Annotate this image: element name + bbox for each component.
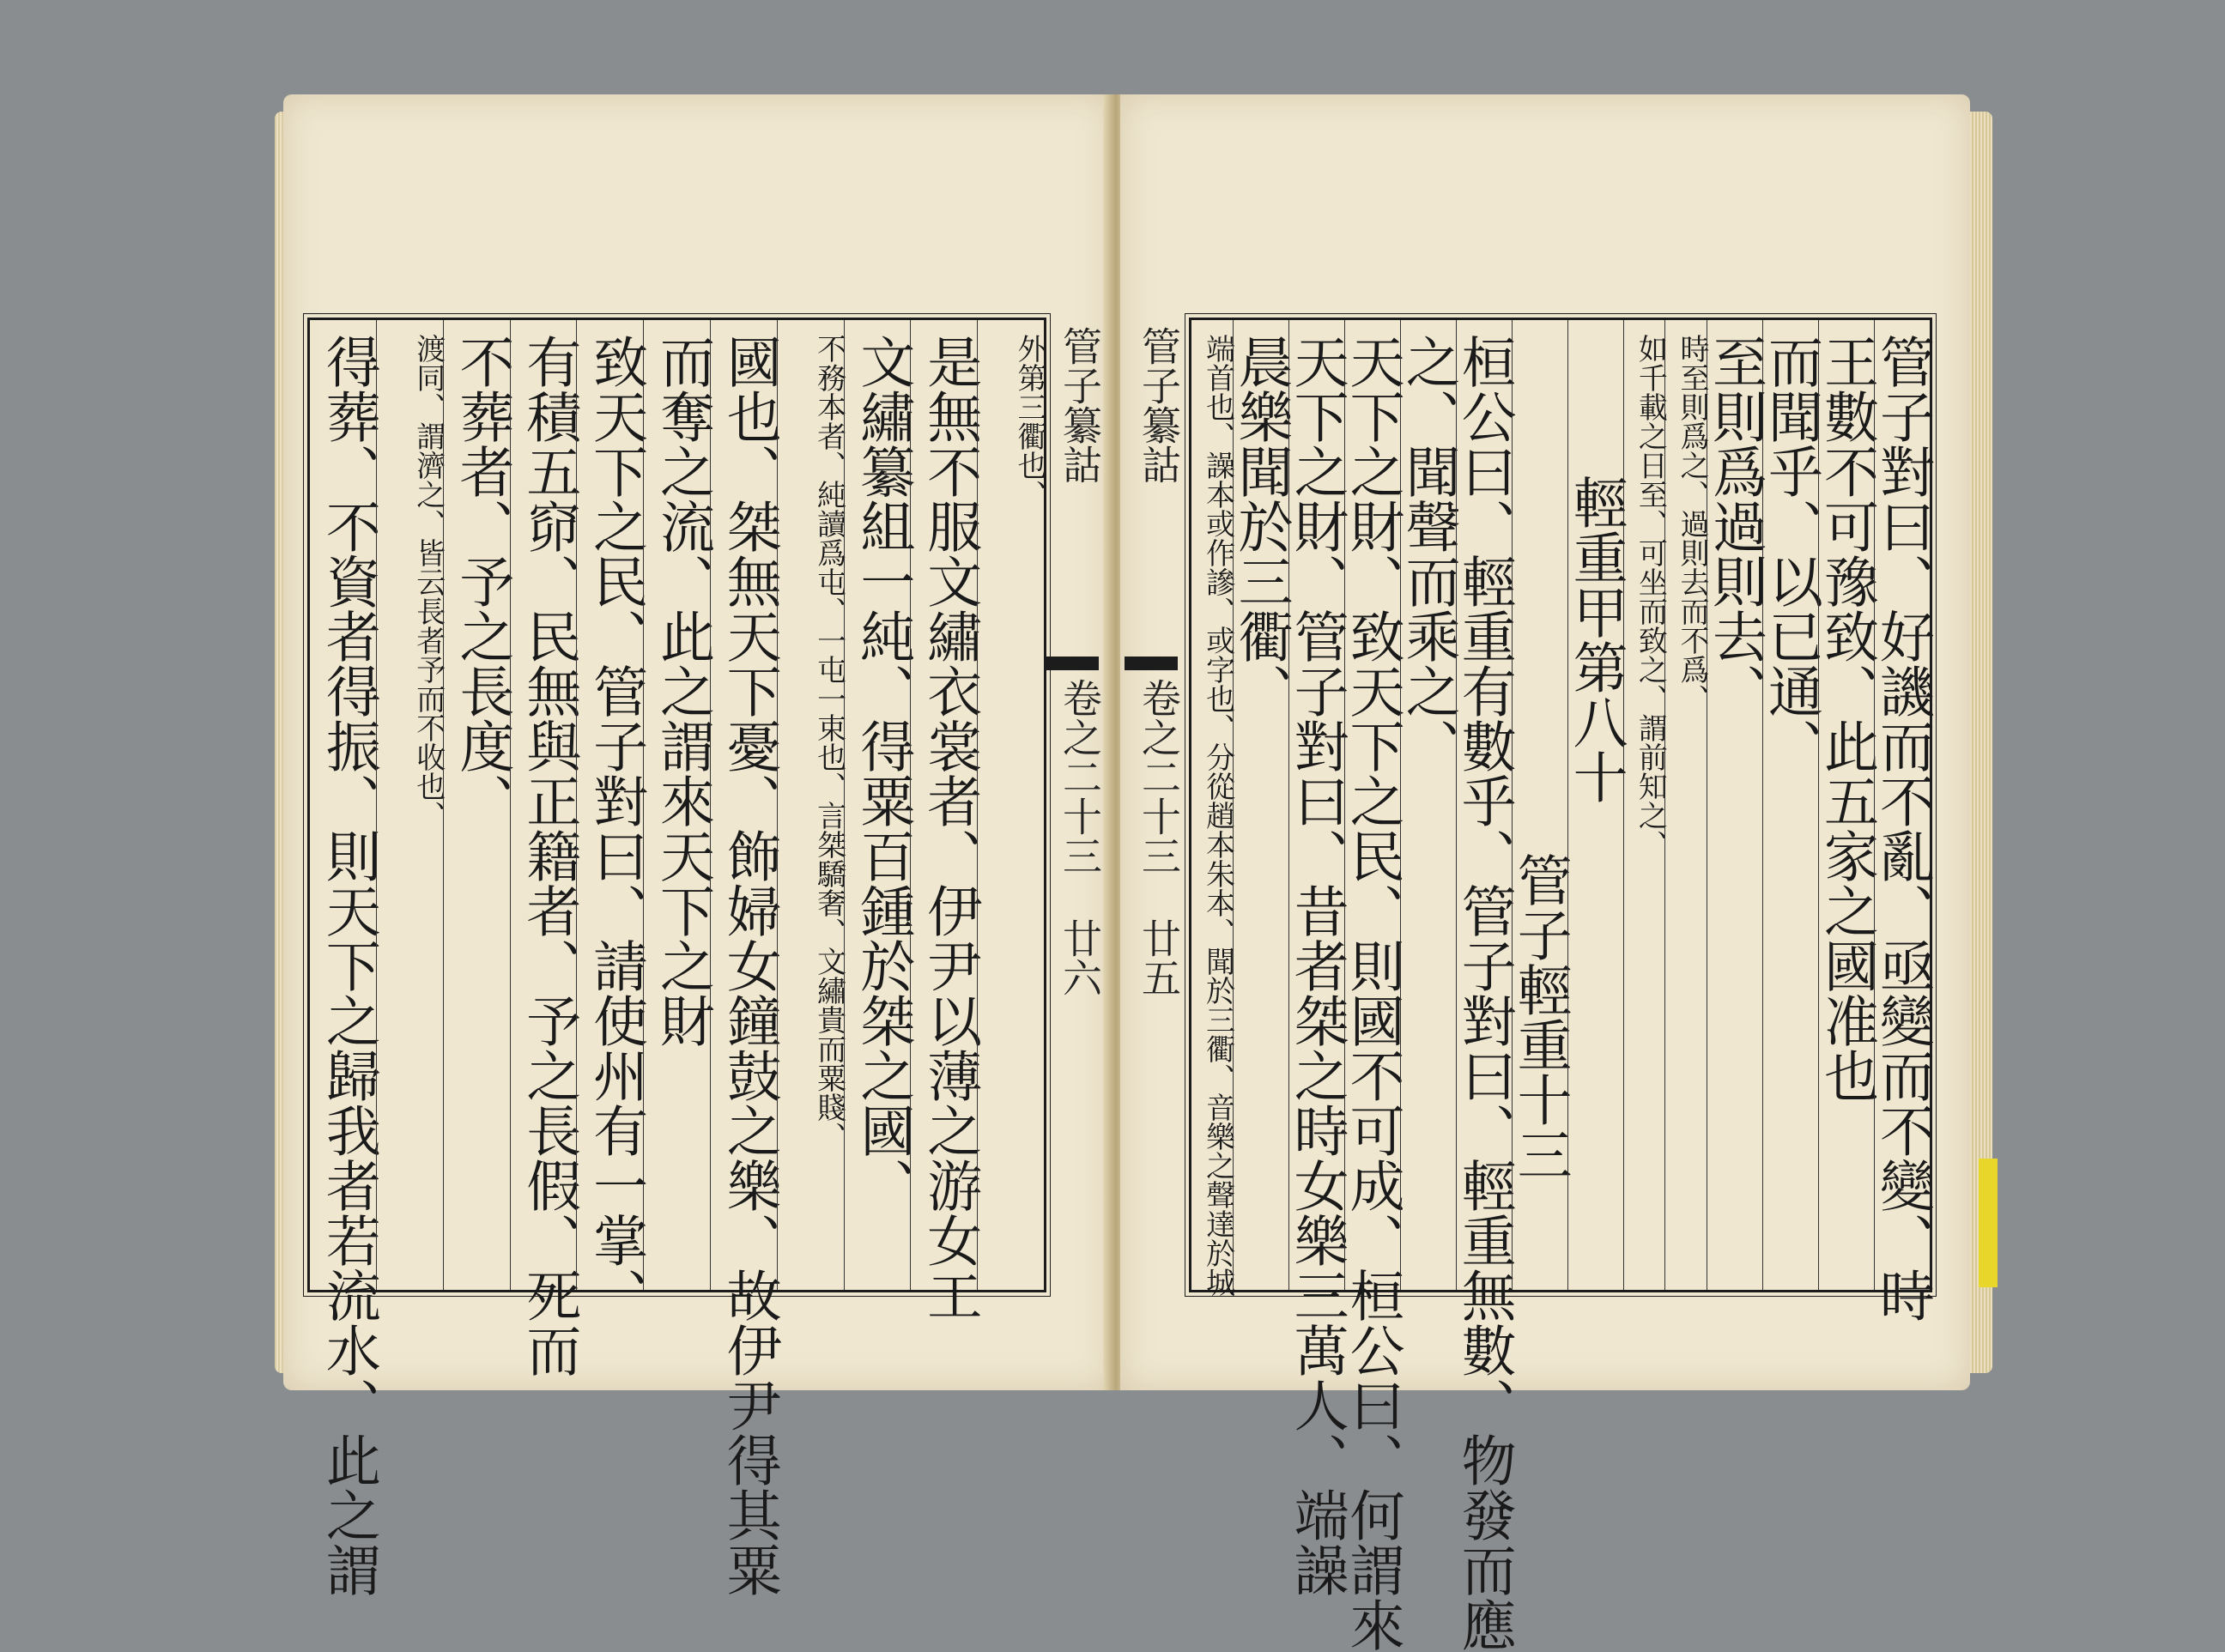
right-page	[1120, 94, 1970, 1652]
text-column: 王數不可豫致、此五家之國准也	[1818, 320, 1874, 1290]
text-column: 不葬者、予之長度、	[443, 320, 510, 1290]
left-banxin	[1041, 318, 1108, 1287]
right-leaf-number: 廿五	[1136, 918, 1182, 997]
text-column: 渡同、謂濟之、皆云長者予而不收也、	[376, 320, 443, 1290]
author-column: 管子輕重十三	[1512, 320, 1567, 1290]
left-leaf-number: 廿六	[1057, 918, 1103, 997]
text-column: 晨樂聞於三衢、	[1233, 320, 1288, 1290]
left-banxin-volume: 卷之二十三	[1057, 678, 1103, 875]
right-banxin	[1120, 318, 1187, 1287]
right-banxin-title: 管子纂詁	[1136, 326, 1182, 484]
text-column: 有積五窌、民無與正籍者、予之長假、死而	[510, 320, 577, 1290]
text-column: 國也、桀無天下憂、飾婦女鐘鼓之樂、故伊尹得其粟	[710, 320, 777, 1290]
left-columns	[310, 320, 1046, 1597]
left-page	[283, 94, 1112, 1597]
text-column: 不務本者、純讀爲屯、一屯一束也、言桀驕奢、文繡貴而粟賤、	[777, 320, 844, 1290]
text-column: 外第三衢也、	[977, 320, 1044, 1290]
text-column: 天下之財、致天下之民、則國不可成、桓公曰、何謂來	[1344, 320, 1400, 1290]
text-column: 桓公曰、輕重有數乎、管子對曰、輕重無數、物發而應	[1456, 320, 1512, 1290]
text-column: 而奪之流、此之謂來天下之財	[643, 320, 710, 1290]
text-column: 天下之財、管子對曰、昔者桀之時女樂三萬人、端譟	[1288, 320, 1344, 1290]
text-column: 是無不服文繡衣裳者、伊尹以薄之游女工	[910, 320, 977, 1290]
text-column: 時至則爲之、過則去而不爲、	[1664, 320, 1707, 1290]
open-book	[283, 94, 1983, 1652]
text-column: 管子對曰、好譏而不亂、亟變而不變、時	[1874, 320, 1930, 1290]
text-column: 端首也、譟本或作謲、或字也、分從趙本朱本、聞於三衢、音樂之聲達於城	[1200, 334, 1235, 1297]
yellow-tab	[1979, 1159, 1998, 1287]
text-column: 得葬、不資者得振、則天下之歸我者若流水、此之謂	[316, 334, 380, 1597]
text-column: 輕重甲第八十	[1567, 320, 1623, 1290]
text-column: 至則爲過則去、	[1707, 320, 1762, 1290]
text-column: 如千載之日至、可坐而致之、謂前知之、	[1623, 320, 1665, 1290]
left-banxin-title: 管子纂詁	[1057, 326, 1103, 484]
text-column: 文繡纂組一純、得粟百鍾於桀之國、	[844, 320, 911, 1290]
left-text-frame	[307, 318, 1046, 1597]
text-column: 之、聞聲而乘之、	[1400, 320, 1456, 1290]
fishtail-mark	[1125, 657, 1178, 670]
right-banxin-volume: 卷之二十三	[1136, 678, 1182, 875]
fishtail-mark	[1046, 657, 1099, 670]
text-column: 致天下之民、管子對曰、請使州有一掌、	[576, 320, 643, 1290]
text-column: 而聞乎、以已通、	[1762, 320, 1818, 1290]
right-text-frame	[1189, 318, 1934, 1652]
right-columns	[1191, 320, 1934, 1652]
